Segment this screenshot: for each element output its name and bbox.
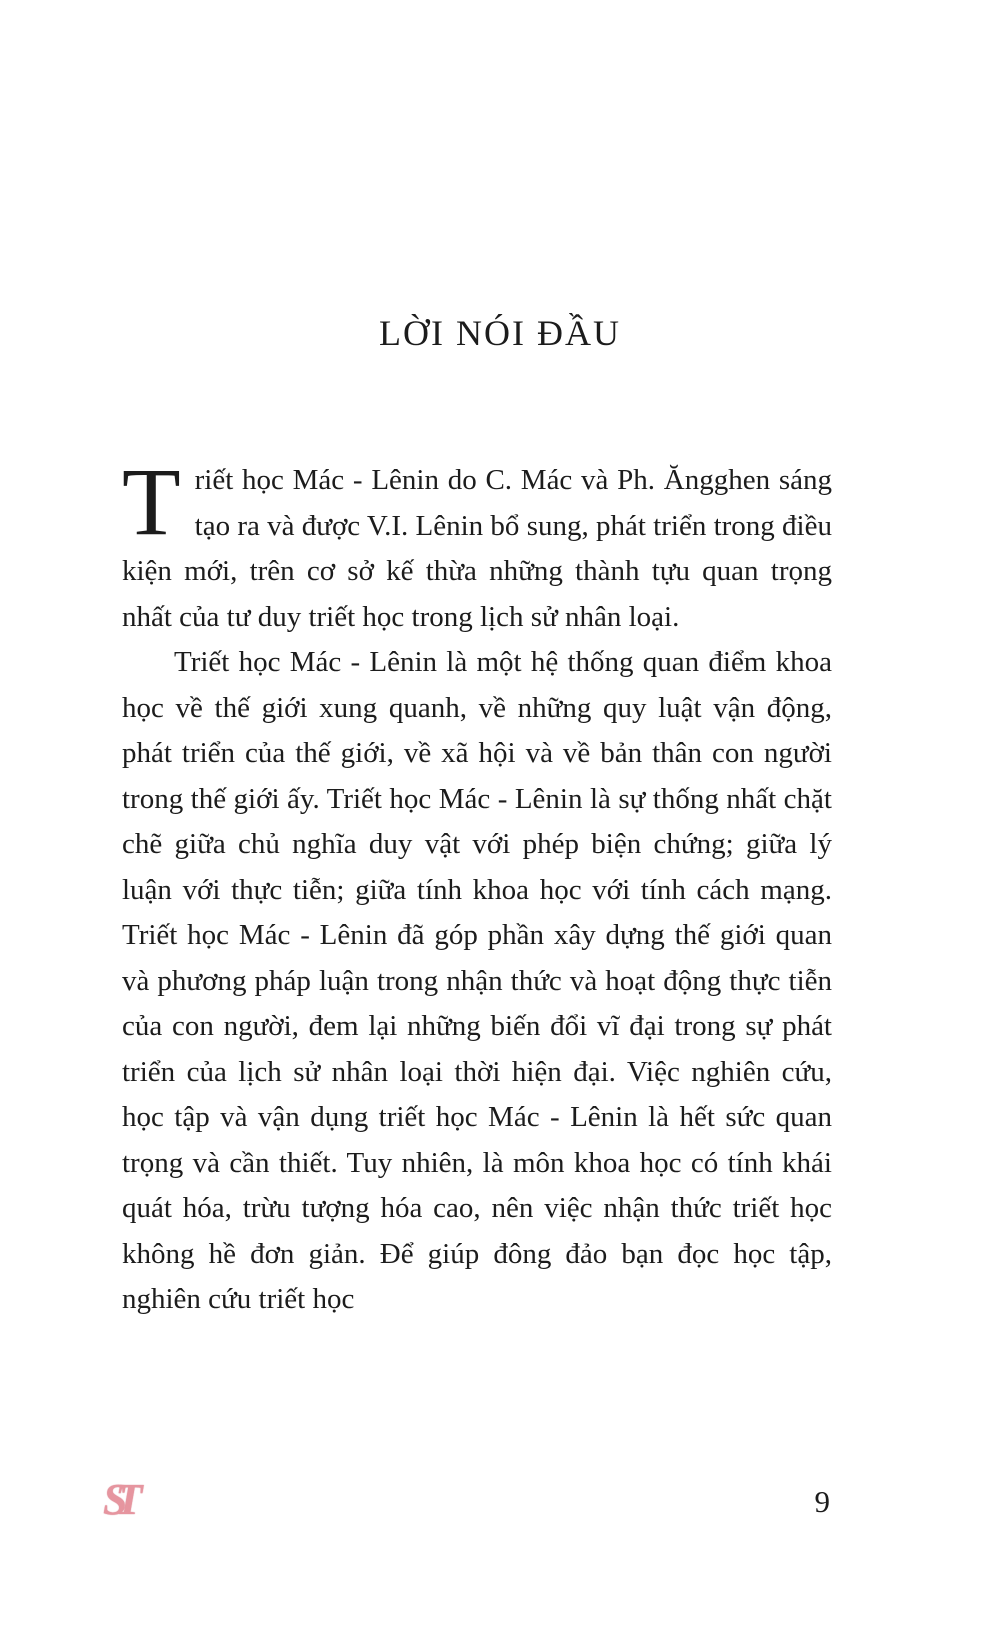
paragraph-1	[122, 448, 832, 640]
chapter-title: LỜI NÓI ĐẦU	[379, 313, 621, 353]
page-number: 9	[814, 1484, 830, 1519]
drop-cap: T	[122, 448, 181, 555]
paragraph-1-text: riết học Mác - Lênin do C. Mác và Ph. Ăngghen sáng tạo ra và được V.I. Lênin bổ sung, phát triển trong điều kiện mới, trên cơ sở kế thừa những thành tựu quan trọng nhất của tư duy triết học trong lịch sử nhân loại.	[122, 464, 832, 633]
paragraph-2: Triết học Mác - Lênin là một hệ thống quan điểm khoa học về thế giới xung quanh, về những quy luật vận động, phát triển của thế giới, về xã hội và về bản thân con người trong thế giới ấy. Triết học Mác - Lênin là sự thống nhất chặt chẽ giữa chủ nghĩa duy vật với phép biện chứng; giữa lý luận với thực tiễn; giữa tính khoa học với tính cách mạng. Triết học Mác - Lênin đã góp phần xây dựng thế giới quan và phương pháp luận trong nhận thức và hoạt động thực tiễn của con người, đem lại những biến đổi vĩ đại trong sự phát triển của lịch sử nhân loại thời hiện đại. Việc nghiên cứu, học tập và vận dụng triết học Mác - Lênin là hết sức quan trọng và cần thiết. Tuy nhiên, là môn khoa học có tính khái quát hóa, trừu tượng hóa cao, nên việc nhận thức triết học không hề đơn giản. Để giúp đông đảo bạn đọc học tập, nghiên cứu triết học	[122, 646, 832, 1315]
page-text-block	[122, 448, 832, 1323]
publisher-logo: ST	[103, 1475, 131, 1524]
